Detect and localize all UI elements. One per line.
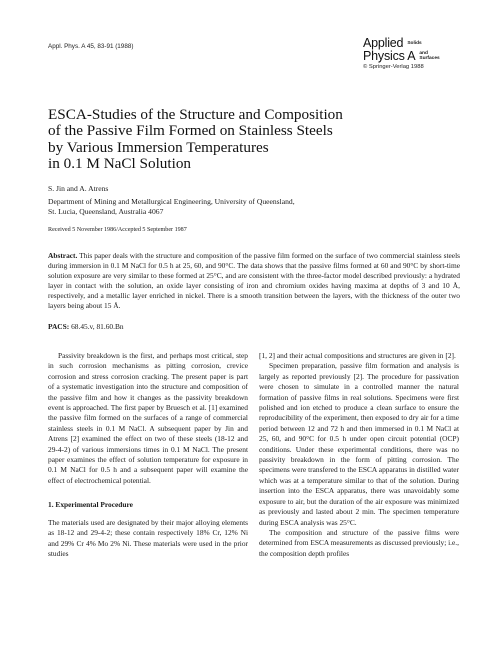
article-title: ESCA-Studies of the Structure and Composition of the Passive Film Formed on Stainless Steels by Various Immersion Temperatures in 0.1 M NaCl Solution	[48, 106, 343, 172]
journal-subtitle-1: Solids	[407, 40, 422, 46]
affiliation: Department of Mining and Metallurgical Engineering, University of Queensland, St. Lucia, Queensland, Australia 4067	[48, 197, 295, 217]
abstract	[48, 251, 460, 312]
authors: S. Jin and A. Atrens	[48, 184, 109, 193]
copyright: © Springer-Verlag 1988	[363, 64, 424, 70]
pacs-label: PACS:	[48, 322, 70, 331]
journal-logo	[363, 37, 463, 70]
received-date: Received 5 November 1986/Accepted 5 September 1987	[48, 227, 187, 233]
journal-citation: Appl. Phys. A 45, 83-91 (1988)	[48, 43, 134, 50]
pacs-value: 68.45.v, 81.60.Bn	[71, 322, 124, 331]
journal-name-line2: Physics A	[363, 48, 416, 63]
pacs	[48, 322, 124, 331]
body-paragraph: Passivity breakdown is the first, and perhaps most critical, step in such corrosion mechanisms as pitting corrosion, crevice corrosion and stress corrosion cracking. The present paper is part of a systematic investigation into the structure and composition of the passive film and how it changes as the passivity breakdown event is approached. The first paper by Bruesch et al. [1] examined the passive film formed on the surfaces of a range of commercial stainless steels in 0.1 M NaCl. A subsequent paper by Jin and Atrens [2] examined the effect on two of these steels (18-12 and 29-4-2) of various immersions times in 0.1 M NaCl. The present paper examines the effect of solution temperature for exposure in 0.1 M NaCl for 0.5 h and a subsequent paper will examine the effect of electrochemical potential.	[48, 351, 248, 485]
left-column	[48, 351, 248, 559]
journal-name-line1: Applied	[363, 36, 404, 50]
abstract-label: Abstract.	[48, 251, 78, 260]
body-paragraph: The composition and structure of the passive films were determined from ESCA measurements as discussed previously; i.e., the composition depth profiles	[259, 527, 459, 558]
right-column	[259, 351, 459, 559]
journal-subtitle-2: and Surfaces	[419, 50, 440, 61]
section-heading: 1. Experimental Procedure	[48, 500, 133, 510]
body-paragraph: Specimen preparation, passive film formation and analysis is largely as reported previously [2]. The procedure for passivation were chosen to simulate in a controlled manner the natural formation of passive films in real solutions. Specimens were first polished and ion etched to produce a clean surface to ensure the reproducibility of the experiment, then exposed to dry air for a time period between 12 and 72 h and then immersed in 0.1 M NaCl at 25, 60, and 90°C for 0.5 h under open circuit potential (OCP) conditions. Under these experimental conditions, there was no passivity breakdown in the form of pitting corrosion. The specimens were transfered to the ESCA apparatus in distilled water which was at a temperature similar to that of the solution. During insertion into the ESCA apparatus, there was unavoidably some exposure to air, but the duration of the air exposure was minimized as previously and lasted about 2 min. The specimen temperature during ESCA analysis was 25°C.	[259, 361, 459, 527]
body-paragraph: The materials used are designated by their major alloying elements as 18-12 and 29-4-2; these contain respectively 18% Cr, 12% Ni and 29% Cr 4% Mo 2% Ni. These materials were used in the prior studies	[48, 517, 248, 558]
abstract-text: This paper deals with the structure and composition of the passive film formed on the surface of two commercial stainless steels during immersion in 0.1 M NaCl for 0.5 h at 25, 60, and 90°C. The data shows that the passive films formed at 60 and 90°C by short-time solution exposure are very similar to these formed at 25°C, and are consistent with the three-factor model described previously: a hydrated layer in contact with the solution, an oxide layer consisting of iron and chromium oxides having maxima at depths of 3 and 10 Å, respectively, and a metallic layer enriched in nickel. There is a smooth transition between the layers, with the thickness of the outer two layers being about 15 Å.	[48, 251, 460, 311]
body-paragraph: [1, 2] and their actual compositions and structures are given in [2].	[259, 351, 456, 360]
